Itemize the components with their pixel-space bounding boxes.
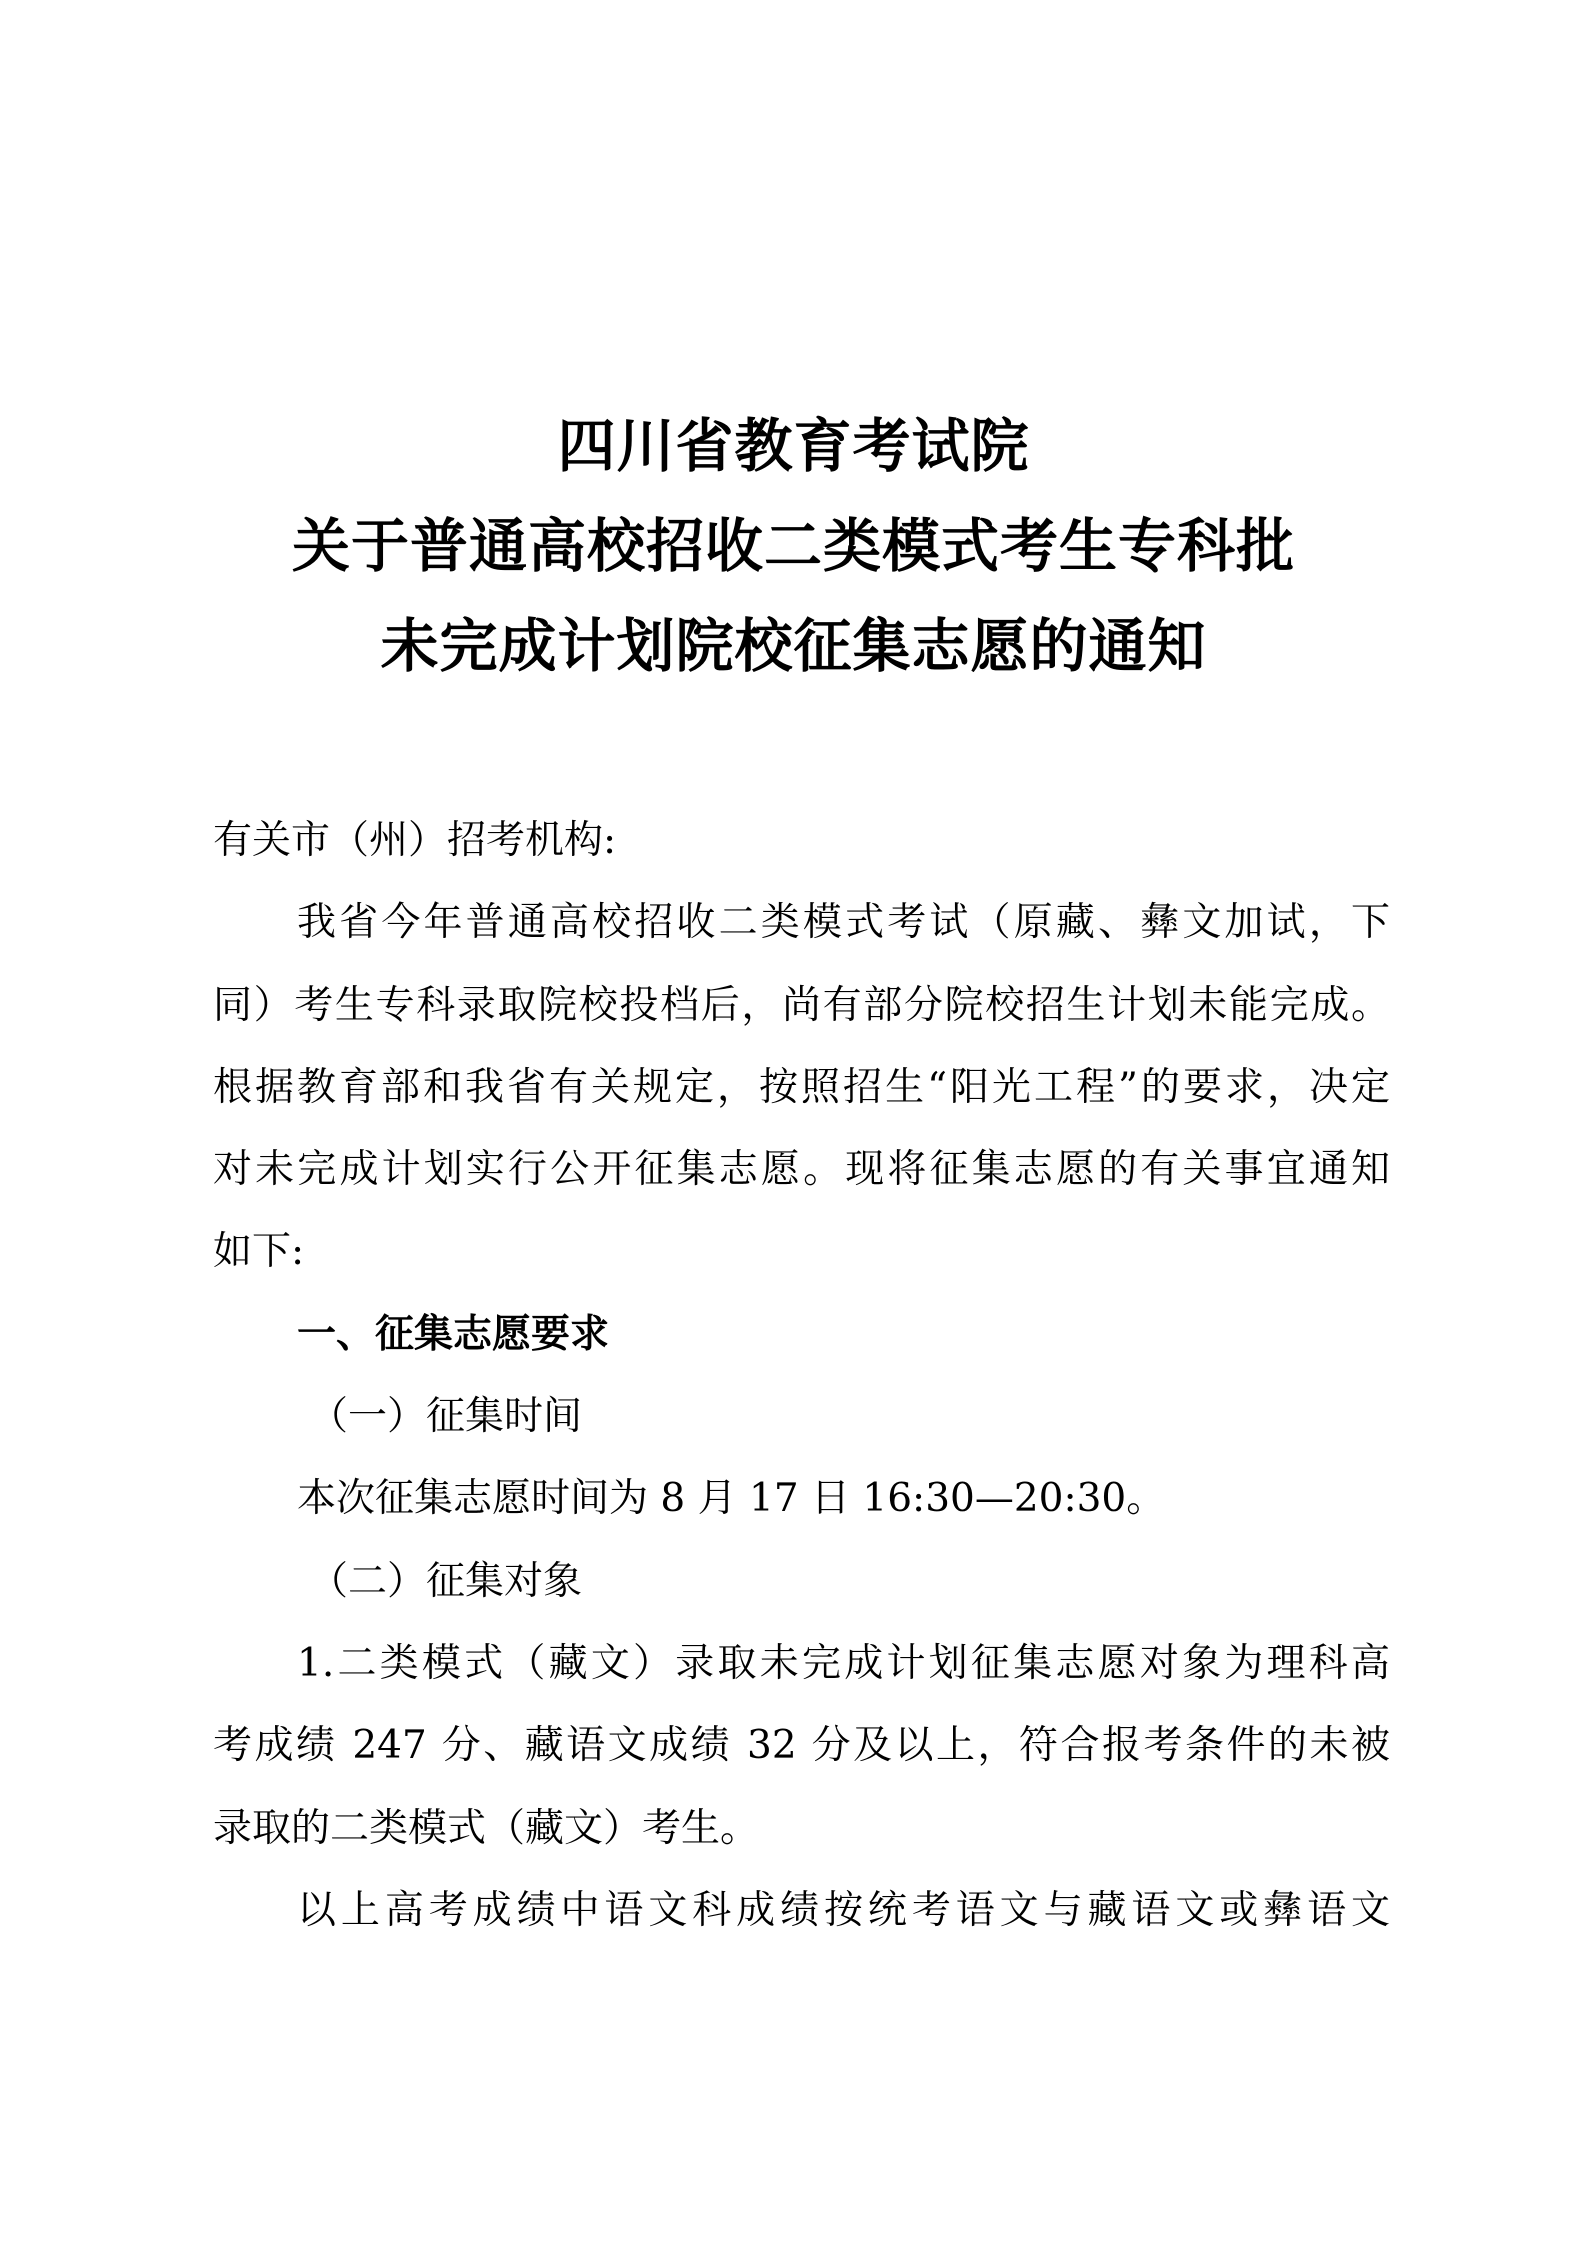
paragraph-line: 同）考生专科录取院校投档后，尚有部分院校招生计划未能完成。 xyxy=(213,982,1390,1028)
salutation: 有关市（州）招考机构: xyxy=(213,818,617,863)
title-line-3: 未完成计划院校征集志愿的通知 xyxy=(380,612,1207,680)
item-line: 录取的二类模式（藏文）考生。 xyxy=(213,1805,760,1851)
paragraph-line: 如下: xyxy=(213,1229,305,1275)
notice-title xyxy=(0,396,1587,696)
paragraph-line: 我省今年普通高校招收二类模式考试（原藏、彝文加试，下 xyxy=(297,900,1390,946)
item-line: 考成绩 247 分、藏语文成绩 32 分及以上，符合报考条件的未被 xyxy=(213,1723,1390,1769)
notice-body xyxy=(213,800,1390,1952)
subsection-heading: （二）征集对象 xyxy=(309,1558,583,1604)
paragraph-line: 对未完成计划实行公开征集志愿。现将征集志愿的有关事宜通知 xyxy=(213,1147,1390,1193)
title-line-2: 关于普通高校招收二类模式考生专科批 xyxy=(291,512,1295,580)
section-heading: 一、征集志愿要求 xyxy=(297,1311,610,1357)
item-line: 1.二类模式（藏文）录取未完成计划征集志愿对象为理科高 xyxy=(297,1640,1390,1686)
paragraph-line: 以上高考成绩中语文科成绩按统考语文与藏语文或彝语文 xyxy=(297,1887,1390,1933)
subsection-heading: （一）征集时间 xyxy=(309,1394,583,1440)
paragraph-line: 根据教育部和我省有关规定，按照招生“阳光工程”的要求，决定 xyxy=(213,1064,1390,1110)
subsection-text: 本次征集志愿时间为 8 月 17 日 16:30—20:30。 xyxy=(297,1476,1166,1522)
title-line-1: 四川省教育考试院 xyxy=(557,412,1030,480)
